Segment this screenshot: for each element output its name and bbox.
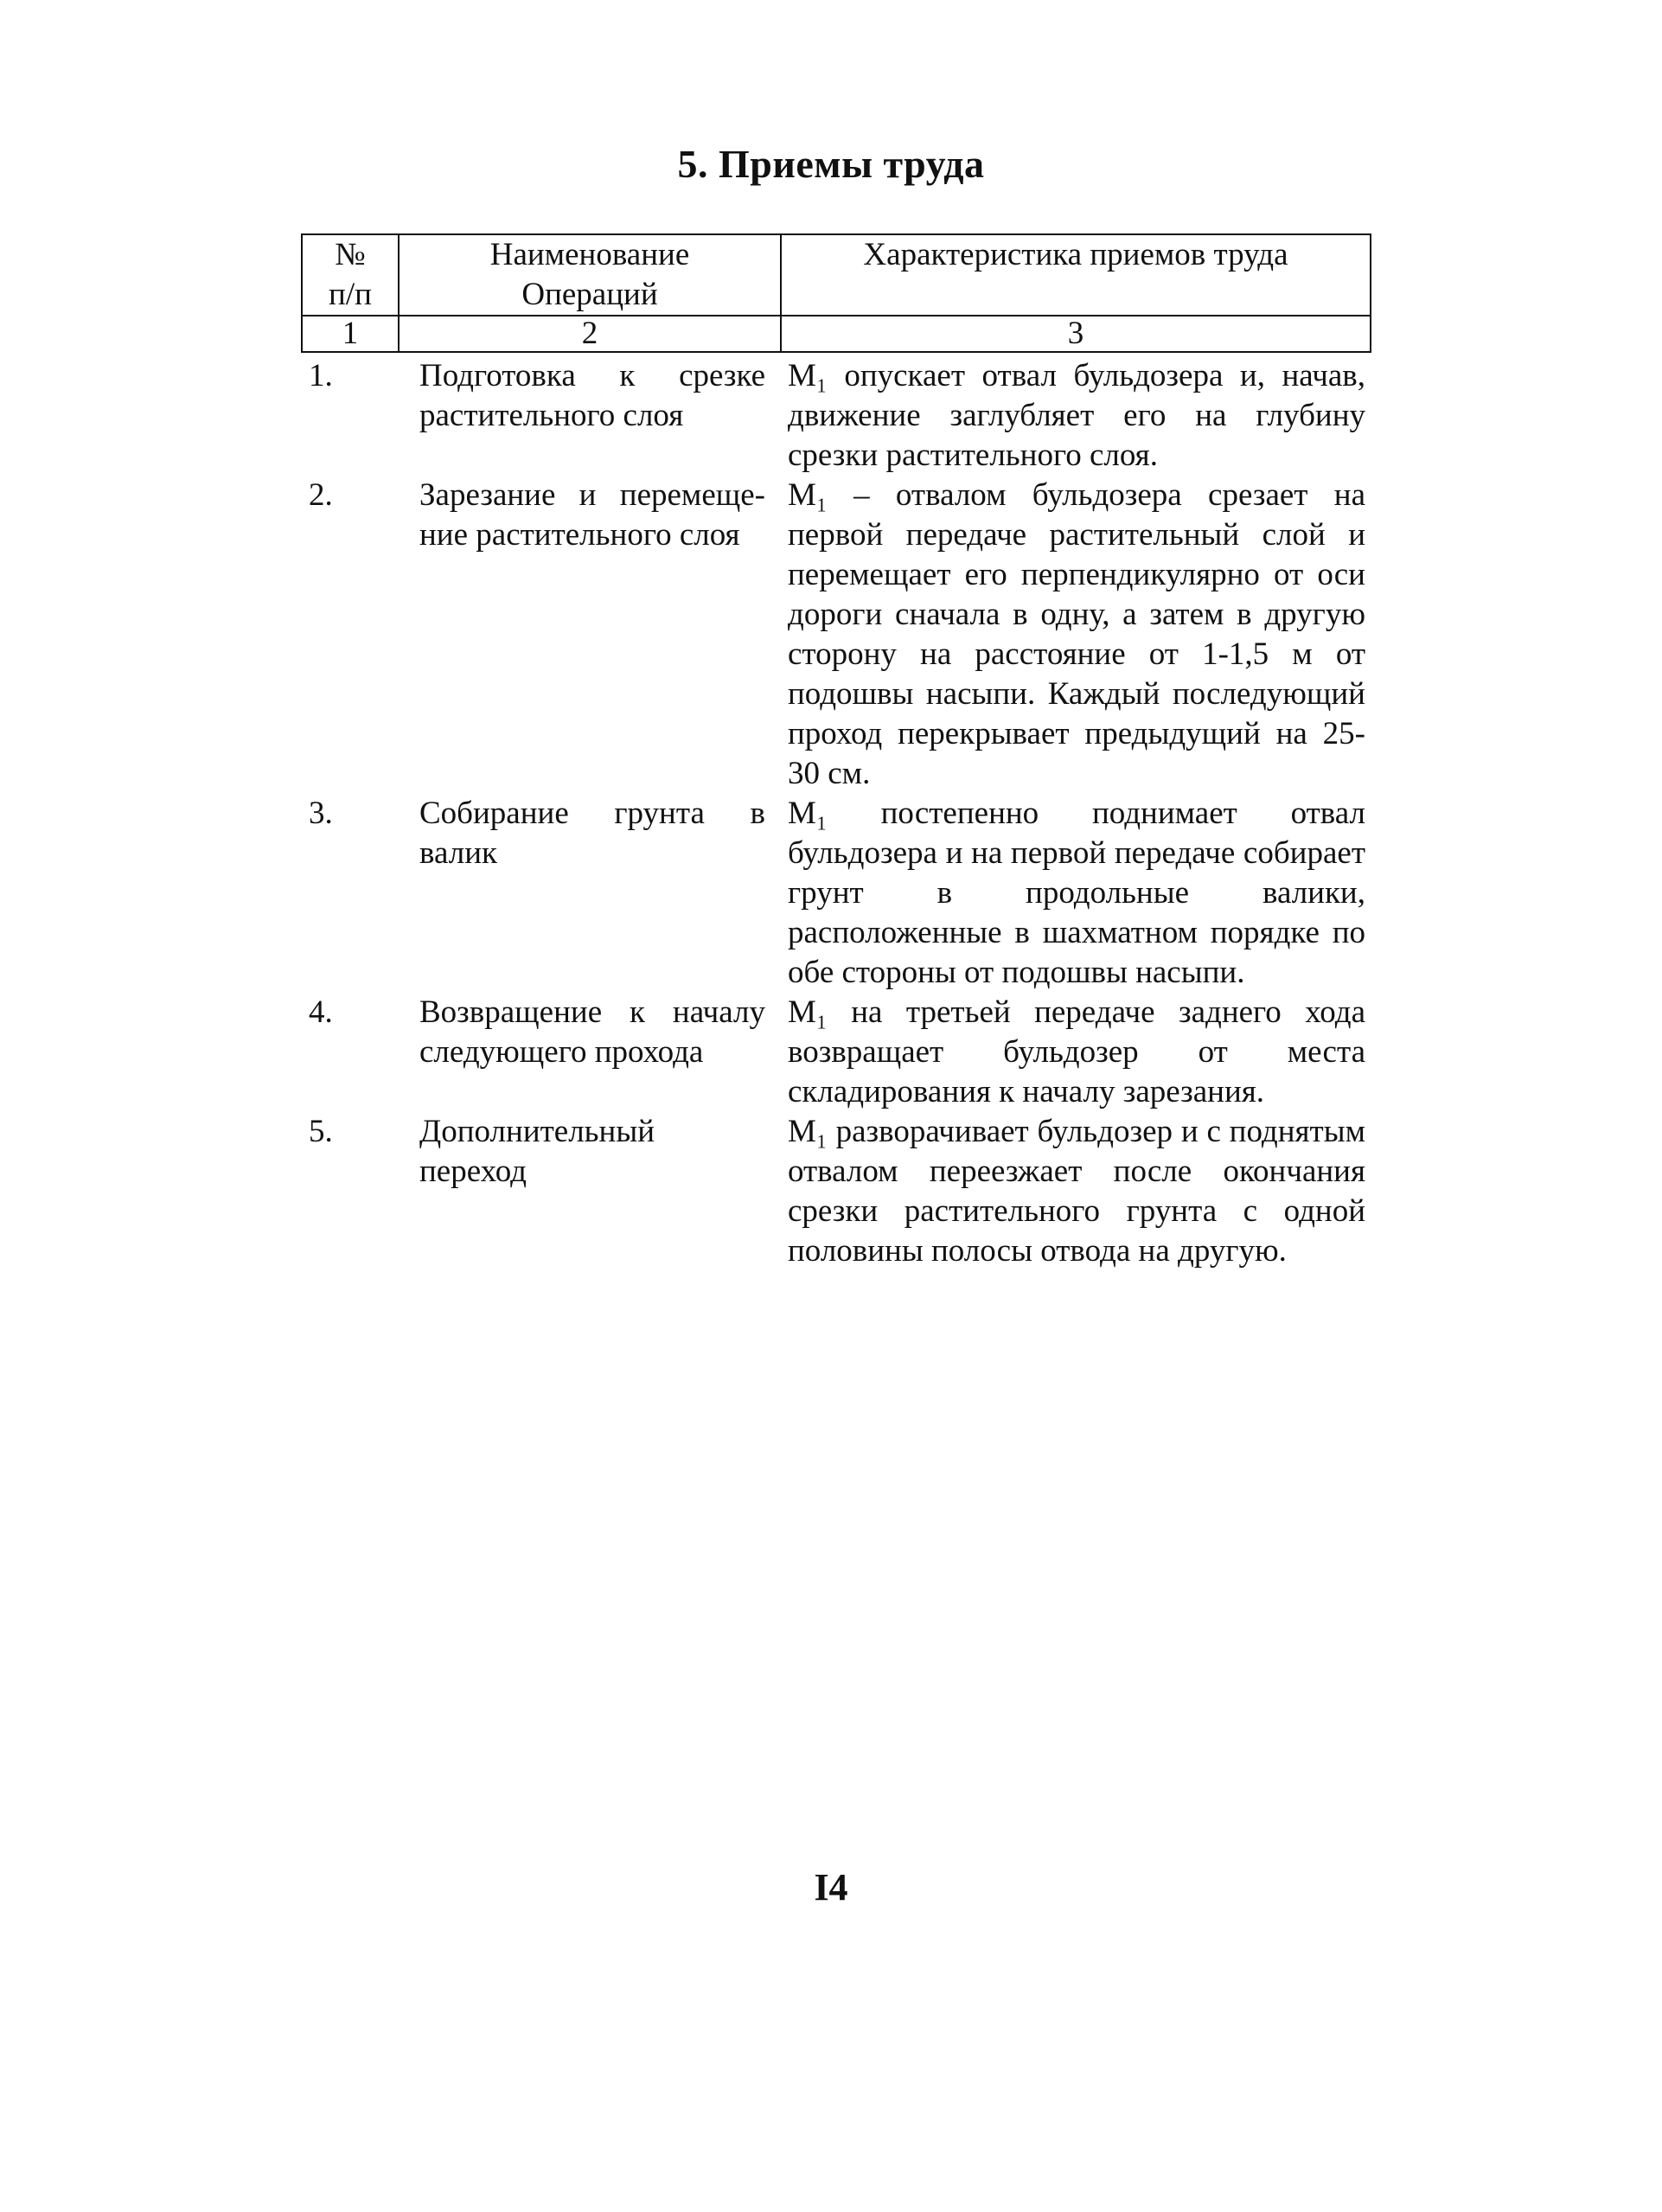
- header-number-text: № п/п: [329, 237, 372, 312]
- header-operation-text: Наименование Операций: [489, 237, 690, 312]
- row-description: М₁ на третьей передаче заднего хода возвращает бульдозер от места складирования к началу зарезания.: [788, 994, 1365, 1109]
- table-row: [302, 476, 1371, 794]
- row-number: 5.: [309, 1114, 333, 1149]
- page-title: 5. Приемы труда: [677, 142, 985, 186]
- row-operation: Зарезание и перемеще-ние растительного слоя: [419, 477, 765, 553]
- table-header-row: [302, 234, 1371, 316]
- table-row: [302, 993, 1371, 1112]
- row-description: М₁ разворачивает бульдозер и с поднятым отвалом переезжает после окончания срезки растительного грунта с одной половины полосы отвода на другую.: [788, 1114, 1365, 1269]
- row-operation: Собирание грунта в валик: [419, 796, 765, 871]
- column-number-2: 2: [399, 316, 781, 352]
- row-number: 4.: [309, 994, 333, 1030]
- table-row: [302, 1112, 1371, 1271]
- row-number: 1.: [309, 358, 333, 393]
- row-number: 3.: [309, 796, 333, 831]
- labor-methods-table: [301, 233, 1371, 1271]
- row-number: 2.: [309, 477, 333, 513]
- row-operation: Дополнительный переход: [419, 1114, 655, 1189]
- row-description: М₁ постепенно поднимает отвал бульдозера и на первой передаче собирает грунт в продольные валики, расположенные в шахматном порядке по обе стороны от подошвы насыпи.: [788, 796, 1365, 990]
- column-number-row: [302, 316, 1371, 352]
- row-operation: Подготовка к срезке растительного слоя: [419, 358, 765, 433]
- header-number: [302, 234, 399, 316]
- table-row: [302, 352, 1371, 476]
- column-number-1: 1: [302, 316, 399, 352]
- page-number: I4: [814, 1866, 848, 1908]
- row-description: М₁ опускает отвал бульдозера и, начав, движение заглубляет его на глубину срезки растительного слоя.: [788, 358, 1365, 473]
- table-row: [302, 794, 1371, 993]
- header-description: Характеристика приемов труда: [781, 234, 1371, 316]
- row-operation: Возвращение к началу следующего прохода: [419, 994, 765, 1070]
- column-number-3: 3: [781, 316, 1371, 352]
- header-operation: [399, 234, 781, 316]
- row-description: М₁ – отвалом бульдозера срезает на первой передаче растительный слой и перемещает его перпендикулярно от оси дороги сначала в одну, а затем в другую сторону на расстояние от 1-1,5 м от подошвы насыпи. Каждый последующий проход перекрывает предыдущий на 25-30 см.: [788, 477, 1365, 791]
